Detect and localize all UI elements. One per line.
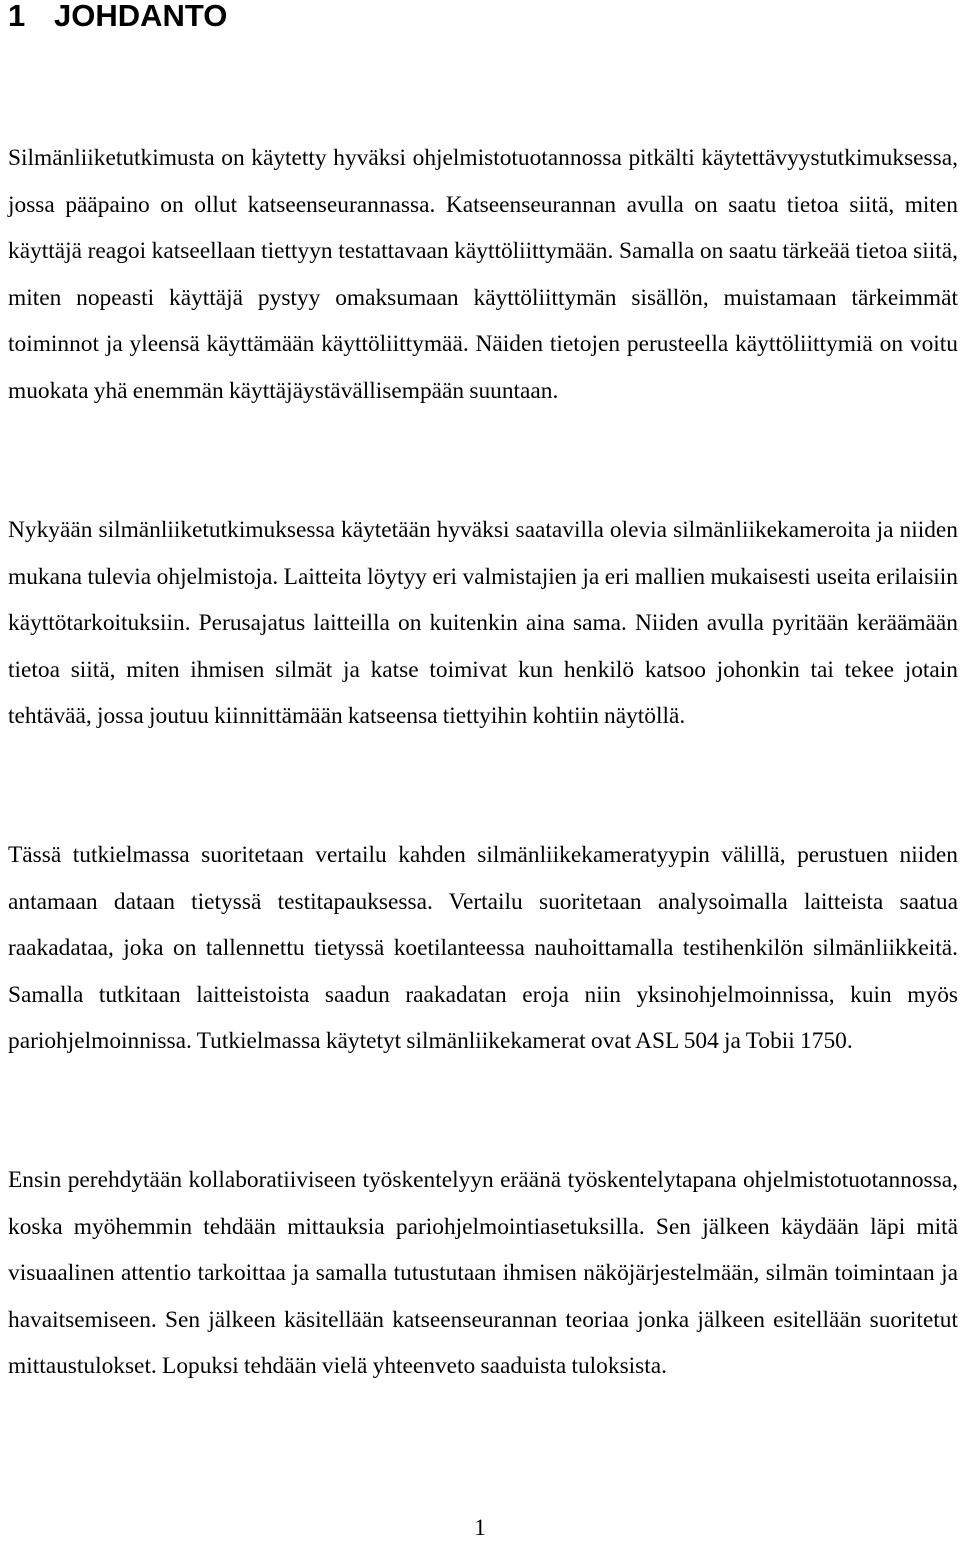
- paragraph-intro: Silmänliiketutkimusta on käytetty hyväksi ohjelmistotuotannossa pitkälti käytettävyystutkimuksessa, jossa pääpaino on ollut katseenseurannassa. Katseenseurannan avulla on saatu tietoa siitä, miten käyttäjä reagoi katseellaan tiettyyn testattavaan käyttöliittymään. Samalla on saatu tärkeää tietoa siitä, miten nopeasti käyttäjä pystyy omaksumaan käyttöliittymän sisällön, muistamaan tärkeimmät toiminnot ja yleensä käyttämään käyttöliittymää. Näiden tietojen perusteella käyttöliittymiä on voitu muokata yhä enemmän käyttäjäystävällisempään suuntaan.: [8, 145, 958, 404]
- paragraph-eye-tracking-devices: Nykyään silmänliiketutkimuksessa käytetään hyväksi saatavilla olevia silmänliikekameroita ja niiden mukana tulevia ohjelmistoja. Laitteita löytyy eri valmistajien ja eri mallien mukaisesti useita erilaisiin käyttötarkoituksiin. Perusajatus laitteilla on kuitenkin aina sama. Niiden avulla pyritään keräämään tietoa siitä, miten ihmisen silmät ja katse toimivat kun henkilö katsoo johonkin tai tekee jotain tehtävää, jossa joutuu kiinnittämään katseensa tiettyihin kohtiin näytöllä.: [8, 517, 958, 729]
- chapter-number: 1: [8, 0, 26, 33]
- chapter-heading: [8, 0, 227, 34]
- chapter-title: JOHDANTO: [54, 0, 228, 33]
- page-number: 1: [474, 1515, 486, 1540]
- paragraph-outline: Ensin perehdytään kollaboratiiviseen työskentelyyn eräänä työskentelytapana ohjelmistotuotannossa, koska myöhemmin tehdään mittauksia pariohjelmointiasetuksilla. Sen jälkeen käydään läpi mitä visuaalinen attentio tarkoittaa ja samalla tutustutaan ihmisen näköjärjestelmään, silmän toimintaan ja havaitsemiseen. Sen jälkeen käsitellään katseenseurannan teoriaa jonka jälkeen esitellään suoritetut mittaustulokset. Lopuksi tehdään vielä yhteenveto saaduista tuloksista.: [8, 1167, 958, 1379]
- paragraph-comparison: Tässä tutkielmassa suoritetaan vertailu kahden silmänliikekameratyypin välillä, perustuen niiden antamaan dataan tietyssä testitapauksessa. Vertailu suoritetaan analysoimalla laitteista saatua raakadataa, joka on tallennettu tietyssä koetilanteessa nauhoittamalla testihenkilön silmänliikkeitä. Samalla tutkitaan laitteistoista saadun raakadatan eroja niin yksinohjelmoinnissa, kuin myös pariohjelmoinnissa. Tutkielmassa käytetyt silmänliikekamerat ovat ASL 504 ja Tobii 1750.: [8, 842, 958, 1054]
